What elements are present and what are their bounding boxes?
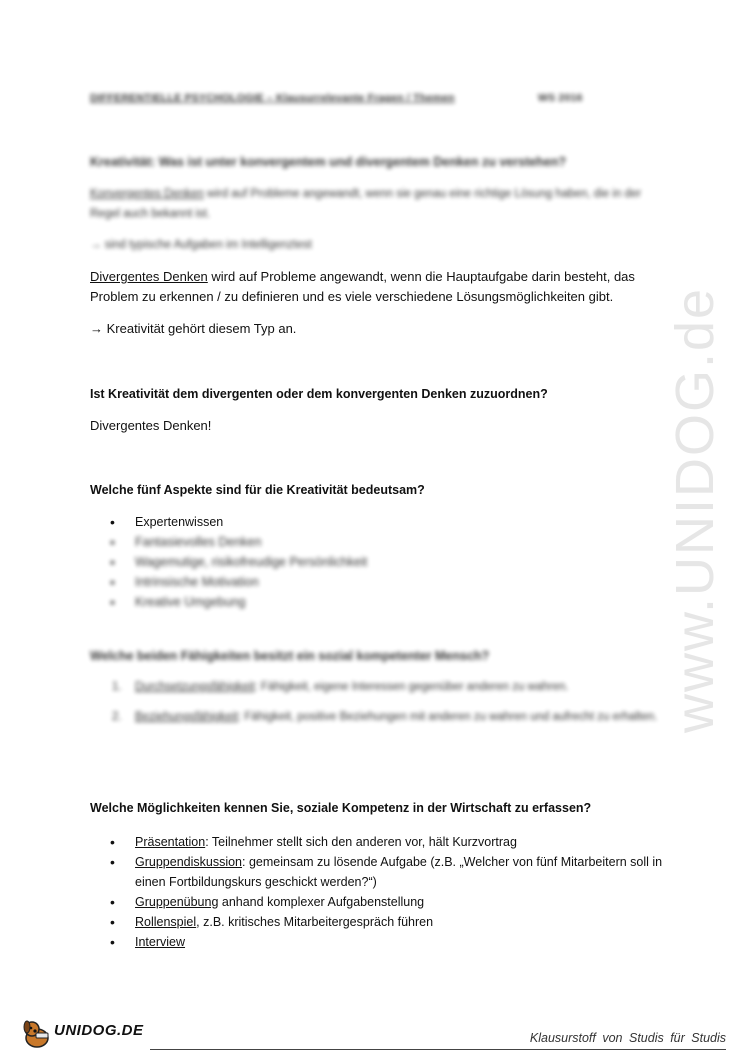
question-5: Welche Möglichkeiten kennen Sie, soziale Kompetenz in der Wirtschaft zu erfassen? xyxy=(90,801,592,815)
question-1: Kreativität: Was ist unter konvergentem und divergentem Denken zu verstehen? xyxy=(90,155,567,169)
document-header xyxy=(90,92,590,104)
convergent-paragraph xyxy=(90,184,670,224)
item-term: Beziehungsfähigkeit xyxy=(135,711,238,723)
item-term: Präsentation xyxy=(135,835,206,849)
aspects-list xyxy=(90,512,670,612)
methods-list xyxy=(90,832,670,952)
list-item xyxy=(90,912,670,932)
list-item: • Intrinsische Motivation xyxy=(90,572,670,592)
methods-list-wrap xyxy=(90,832,670,952)
header-semester: WS 2016 xyxy=(538,92,583,104)
footer-tagline: Klausurstoff von Studis für Studis xyxy=(529,1031,726,1045)
convergent-term: Konvergentes Denken xyxy=(90,188,204,200)
divergent-term: Divergentes Denken xyxy=(90,269,208,284)
divergent-paragraph xyxy=(90,267,670,307)
question-2: Ist Kreativität dem divergenten oder dem konvergenten Denken zuzuordnen? xyxy=(90,387,548,401)
list-item xyxy=(90,677,670,697)
item-text: : gemeinsam zu lösende Aufgabe (z.B. „Welcher von fünf Mitarbeitern soll in einen Fortbildungskurs geschickt werden?“) xyxy=(135,855,663,889)
item-term: Interview xyxy=(135,935,186,949)
item-text: anhand komplexer Aufgabenstellung xyxy=(218,895,425,909)
item-text: : Fähigkeit, positive Beziehungen mit anderen zu wahren und aufrecht zu erhalten. xyxy=(237,711,658,723)
item-term: Gruppenübung xyxy=(135,895,219,909)
skills-list-wrap xyxy=(90,677,670,737)
skills-list xyxy=(90,677,670,727)
unidog-logo xyxy=(20,1016,150,1050)
dog-icon xyxy=(20,1016,54,1050)
item-term: Durchsetzungsfähigkeit xyxy=(135,681,255,693)
list-item xyxy=(90,932,670,952)
list-item: • Wagemutige, risikofreudige Persönlichkeit xyxy=(90,552,670,572)
list-item: • Kreative Umgebung xyxy=(90,592,670,612)
logo-text: UNIDOG.DE xyxy=(54,1022,144,1039)
item-text: , z.B. kritisches Mitarbeitergespräch führen xyxy=(196,915,434,929)
item-term: Gruppendiskussion xyxy=(135,855,243,869)
header-title: DIFFERENTIELLE PSYCHOLOGIE – Klausurrelevante Fragen / Themen xyxy=(90,92,455,104)
item-text: : Teilnehmer stellt sich den anderen vor, hält Kurzvortrag xyxy=(205,835,517,849)
question-4: Welche beiden Fähigkeiten besitzt ein sozial kompetenter Mensch? xyxy=(90,649,490,663)
convergent-arrow-note: → sind typische Aufgaben im Intelligenztest xyxy=(90,239,312,251)
divergent-arrow-note: → Kreativität gehört diesem Typ an. xyxy=(90,321,297,336)
question-3: Welche fünf Aspekte sind für die Kreativität bedeutsam? xyxy=(90,483,425,497)
list-item xyxy=(90,832,670,852)
divergent-text: wird auf Probleme angewandt, wenn die Hauptaufgabe darin besteht, das Problem zu erkennen / zu definieren und es viele verschiedene Lösungsmöglichkeiten gibt. xyxy=(90,269,635,304)
answer-2: Divergentes Denken! xyxy=(90,418,212,433)
list-item xyxy=(90,707,670,727)
list-item: • Fantasievolles Denken xyxy=(90,532,670,552)
list-item xyxy=(90,892,670,912)
footer-divider xyxy=(150,1049,726,1050)
item-text: : Fähigkeit, eigene Interessen gegenüber anderen zu wahren. xyxy=(254,681,569,693)
item-number: 1. xyxy=(112,681,122,693)
convergent-text: wird auf Probleme angewandt, wenn sie genau eine richtige Lösung haben, die in der Regel auch bekannt ist. xyxy=(90,188,642,220)
watermark-text: www.UNIDOG.de xyxy=(665,286,725,734)
list-item xyxy=(90,852,670,892)
item-term: Rollenspiel xyxy=(135,915,197,929)
list-item: • Expertenwissen xyxy=(90,512,670,532)
item-number: 2. xyxy=(112,711,122,723)
aspects-list-wrap xyxy=(90,512,670,612)
